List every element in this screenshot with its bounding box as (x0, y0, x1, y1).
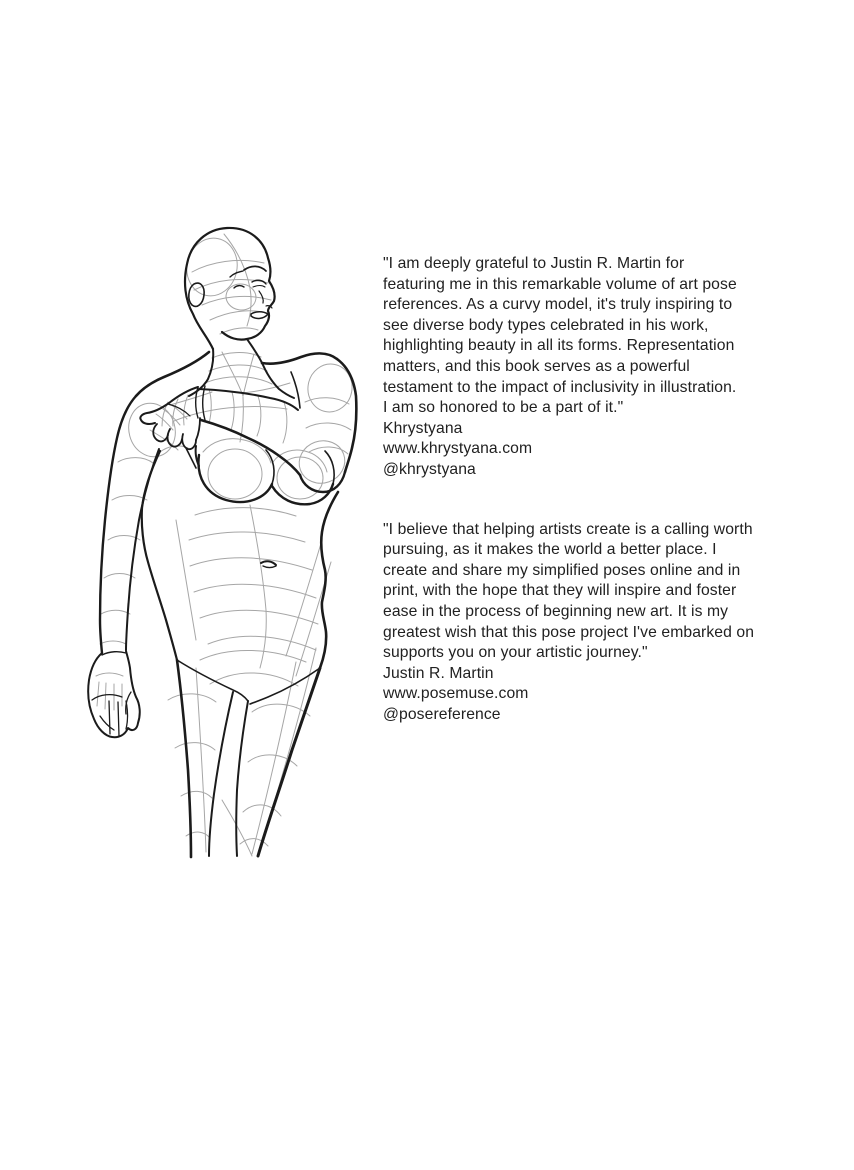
quote-line: print, with the hope that they will inspire and foster (383, 582, 737, 600)
quote-line: ease in the process of beginning new art. It is my (383, 602, 729, 620)
quote-line: greatest wish that this pose project I've embarked on (383, 623, 755, 641)
quote-line: see diverse body types celebrated in his work, (383, 316, 709, 334)
attribution-name: Justin R. Martin (383, 664, 494, 682)
attribution-name: Khrystyana (383, 419, 463, 437)
quote-line: I am so honored to be a part of it." (383, 399, 624, 417)
quote-line: "I am deeply grateful to Justin R. Martin for (383, 255, 685, 272)
attribution-website: www.khrystyana.com (383, 440, 533, 458)
quote-line: references. As a curvy model, it's truly inspiring to (383, 296, 733, 314)
quote-line: pursuing, as it makes the world a better place. I (383, 541, 717, 559)
quote-line: matters, and this book serves as a powerful (383, 357, 690, 375)
attribution-handle: @posereference (383, 705, 501, 723)
quote-line: create and share my simplified poses online and in (383, 561, 741, 579)
quote-line: "I believe that helping artists create is a calling worth (383, 520, 753, 538)
figure-outlines (88, 228, 356, 857)
testimonials-column (383, 254, 849, 725)
quote-line: highlighting beauty in all its forms. Representation (383, 337, 735, 355)
attribution-handle: @khrystyana (383, 460, 476, 478)
quote-line: testament to the impact of inclusivity in illustration. (383, 378, 737, 396)
quote-line: supports you on your artistic journey." (383, 644, 648, 662)
attribution-website: www.posemuse.com (383, 685, 529, 703)
quote-khrystyana (383, 254, 849, 481)
quote-line: featuring me in this remarkable volume of art pose (383, 275, 737, 293)
quote-justin-r-martin (383, 520, 849, 726)
